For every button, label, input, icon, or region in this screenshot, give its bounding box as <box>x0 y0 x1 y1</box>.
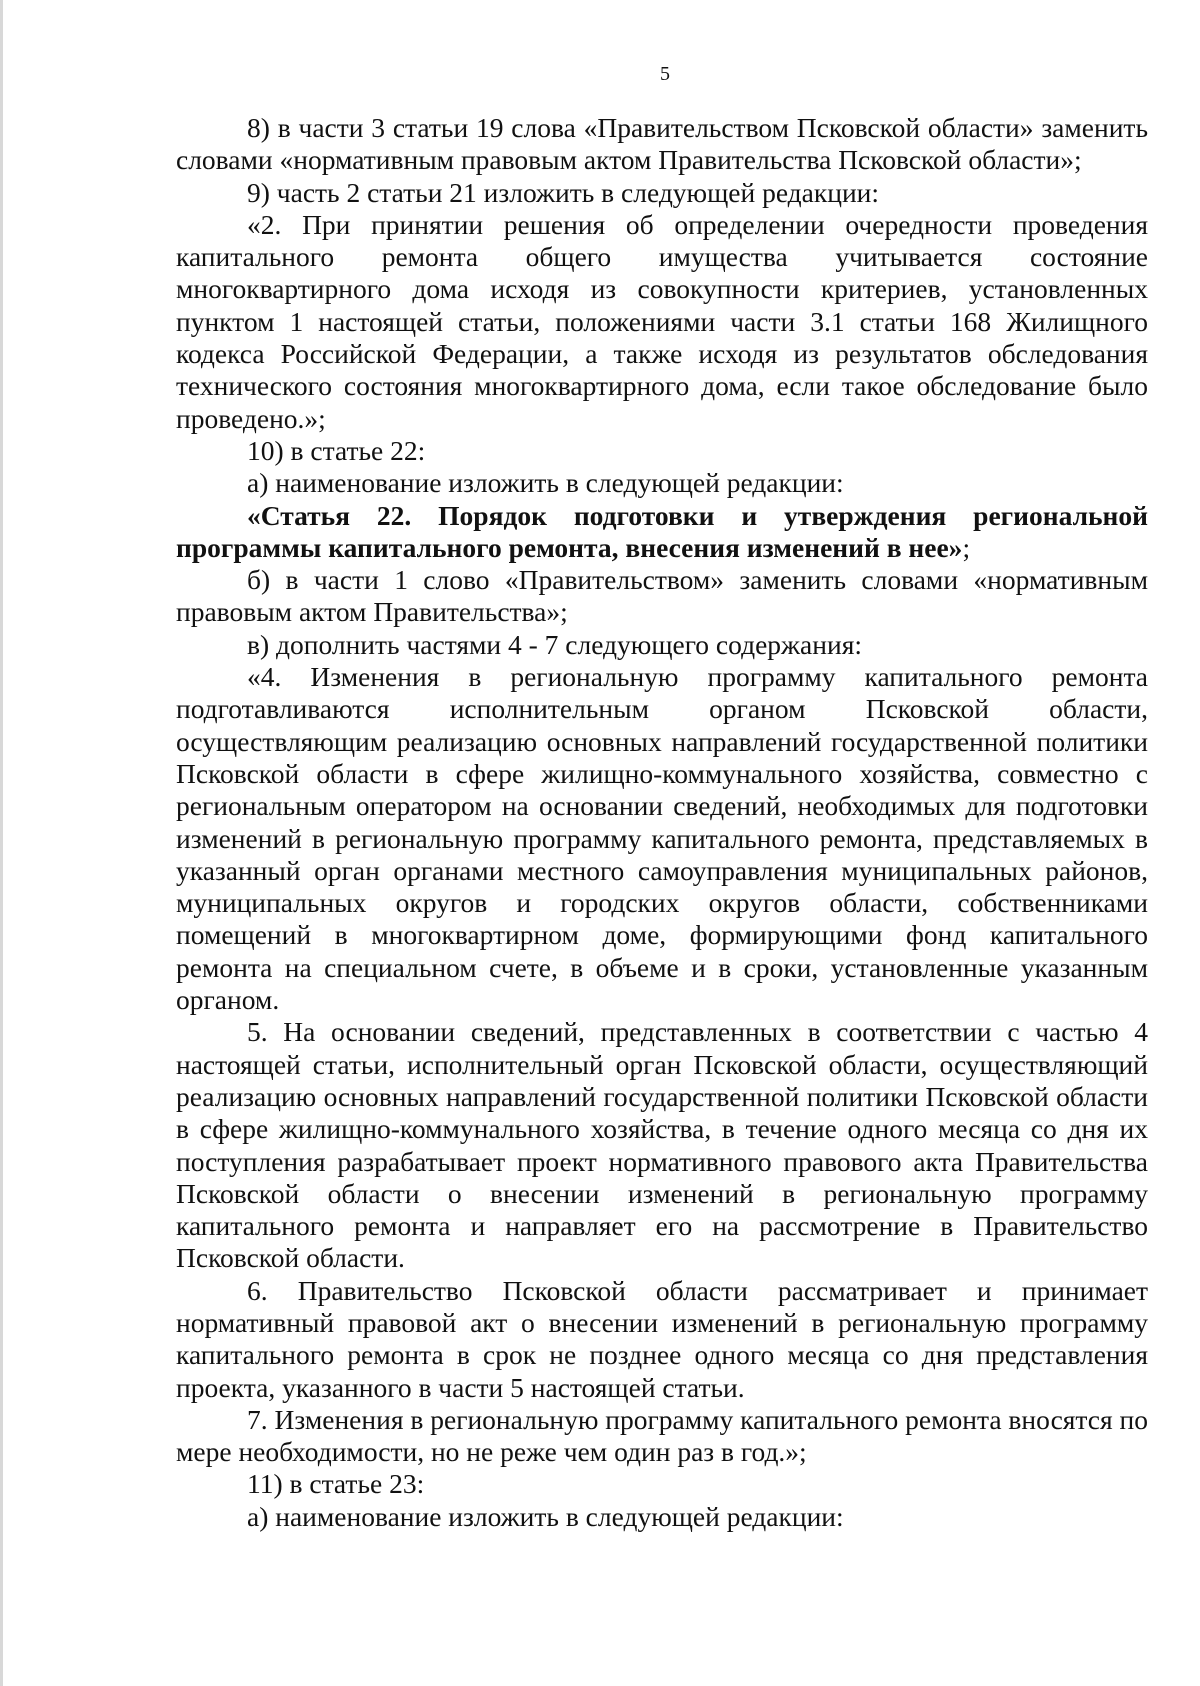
document-body <box>176 112 1148 1533</box>
paragraph-item-11: 11) в статье 23: <box>247 1468 425 1500</box>
paragraph-part-4: «4. Изменения в региональную программу капитального ремонта подготавливаются исполнительным органом Псковской области, осуществляющим реализацию основных направлений государственной политики Псковской области в сфере жилищно-коммунального хозяйства, совместно с региональным оператором на основании сведений, необходимых для подготовки изменений в региональную программу капитального ремонта, представляемых в указанный орган органами местного самоуправления муниципальных районов, муниципальных округов и городских округов области, собственниками помещений в многоквартирном доме, формирующими фонд капитального ремонта на специальном счете, в объеме и в сроки, установленные указанным органом. <box>176 661 1148 1016</box>
page-number: 5 <box>660 63 670 85</box>
paragraph-article-21-part-2: «2. При принятии решения об определении очередности проведения капитального ремонта общего имущества учитывается состояние многоквартирного дома исходя из совокупности критериев, установленных пунктом 1 настоящей статьи, положениями части 3.1 статьи 168 Жилищного кодекса Российской Федерации, а также исходя из результатов обследования технического состояния многоквартирного дома, если такое обследование было проведено.»; <box>176 208 1148 434</box>
paragraph-item-8: 8) в части 3 статьи 19 слова «Правительством Псковской области» заменить словами «нормативным правовым актом Правительства Псковской области»; <box>176 112 1148 176</box>
article-22-heading-text: «Статья 22. Порядок подготовки и утверждения региональной программы капитального ремонта, внесения изменений в нее» <box>176 499 1148 563</box>
paragraph-item-9: 9) часть 2 статьи 21 изложить в следующей редакции: <box>247 176 880 208</box>
scan-edge <box>0 0 3 1686</box>
paragraph-part-7: 7. Изменения в региональную программу капитального ремонта вносятся по мере необходимости, но не реже чем один раз в год.»; <box>176 1403 1148 1468</box>
paragraph-item-10a: а) наименование изложить в следующей редакции: <box>247 467 844 499</box>
paragraph-item-10: 10) в статье 22: <box>247 434 426 466</box>
paragraph-item-11a: а) наименование изложить в следующей редакции: <box>247 1500 844 1532</box>
paragraph-part-5: 5. На основании сведений, представленных в соответствии с частью 4 настоящей статьи, исполнительный орган Псковской области, осуществляющий реализацию основных направлений государственной политики Псковской области в сфере жилищно-коммунального хозяйства, в течение одного месяца со дня их поступления разрабатывает проект нормативного правового акта Правительства Псковской области о внесении изменений в региональную программу капитального ремонта и направляет его на рассмотрение в Правительство Псковской области. <box>176 1016 1148 1274</box>
paragraph-item-10v: в) дополнить частями 4 - 7 следующего содержания: <box>247 628 862 660</box>
article-22-heading <box>176 500 1148 565</box>
article-22-heading-tail: ; <box>962 531 971 563</box>
paragraph-part-6: 6. Правительство Псковской области рассматривает и принимает нормативный правовой акт о внесении изменений в региональную программу капитального ремонта в срок не позднее одного месяца со дня представления проекта, указанного в части 5 настоящей статьи. <box>176 1274 1148 1403</box>
paragraph-item-10b: б) в части 1 слово «Правительством» заменить словами «нормативным правовым актом Правительства»; <box>176 564 1148 628</box>
